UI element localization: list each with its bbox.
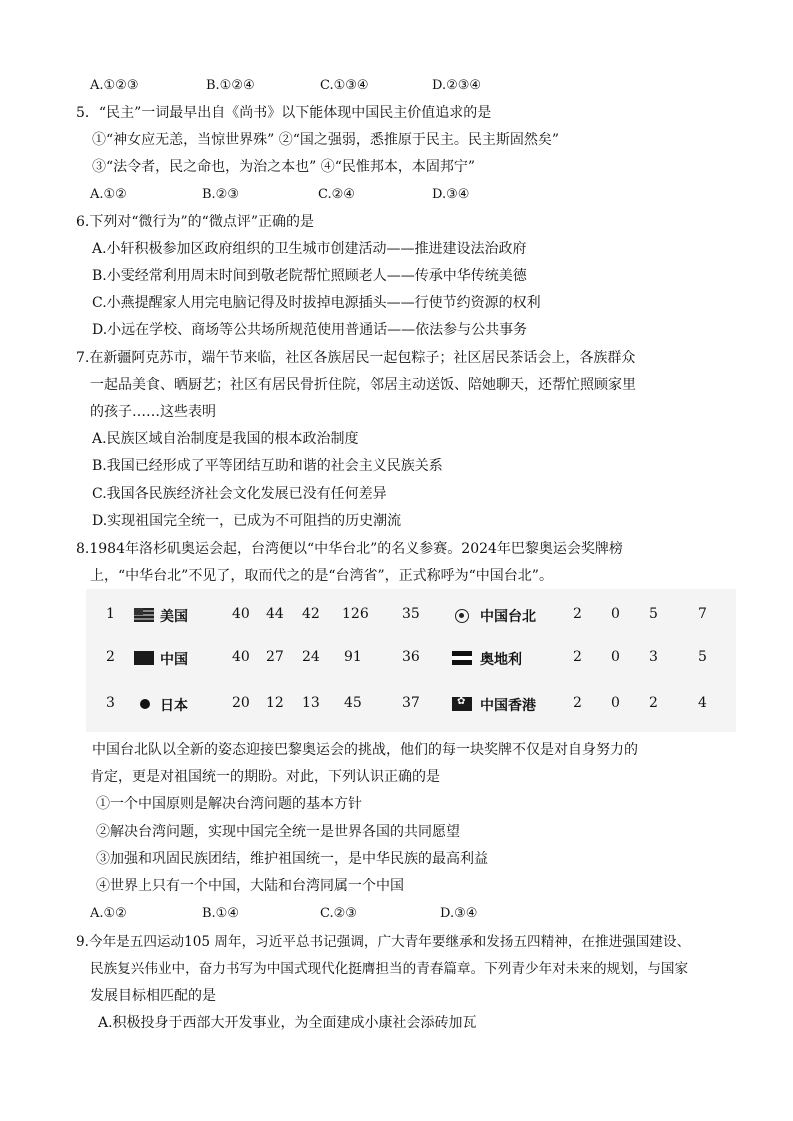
medal-rank: 37 (402, 695, 420, 711)
aut-flag-icon (452, 651, 472, 665)
medal-gold: 2 (573, 606, 582, 622)
medal-gold: 40 (232, 606, 250, 622)
medal-silver: 0 (611, 649, 620, 665)
q4-option-a: A.①②③ (90, 78, 139, 93)
medal-country: 中国台北 (480, 609, 536, 625)
medal-country: 中国香港 (480, 698, 536, 714)
q8-item-1: ①一个中国原则是解决台湾问题的基本方针 (96, 796, 362, 812)
hkg-flag-icon (452, 697, 472, 711)
medal-bronze: 5 (649, 606, 658, 622)
medal-total: 126 (342, 606, 369, 622)
medal-country: 美国 (160, 609, 188, 625)
q5-stem: 5．“民主”一词最早出自《尚书》以下能体现中国民主价值追求的是 (76, 105, 492, 121)
medal-country: 日本 (160, 698, 188, 714)
q7-option-d: D.实现祖国完全统一，已成为不可阻挡的历史潮流 (92, 513, 402, 529)
q7-option-b: B.我国已经形成了平等团结互助和谐的社会主义民族关系 (92, 458, 443, 474)
medal-bronze: 24 (302, 649, 320, 665)
q6-option-c: C.小燕提醒家人用完电脑记得及时拔掉电源插头——行使节约资源的权利 (92, 295, 541, 311)
medal-gold: 20 (232, 695, 250, 711)
medal-country: 中国 (160, 652, 188, 668)
q6-stem: 6.下列对“微行为”的“微点评”正确的是 (76, 214, 314, 230)
q6-option-a: A.小轩积极参加区政府组织的卫生城市创建活动——推进建设法治政府 (92, 241, 527, 257)
q9-stem-line1: 9.今年是五四运动105 周年，习近平总书记强调，广大青年要继承和发扬五四精神，在推进强国建设、 (76, 934, 691, 950)
q8-option-d: D.③④ (440, 906, 478, 921)
q4-option-b: B.①②④ (206, 78, 255, 93)
jpn-flag-icon (140, 699, 150, 709)
q8-item-3: ③加强和巩固民族团结，维护祖国统一，是中华民族的最高利益 (96, 851, 488, 867)
medal-silver: 44 (266, 606, 284, 622)
q5-option-a: A.①② (90, 187, 127, 202)
q5-items-line2: ③“法令者，民之命也，为治之本也” ④“民惟邦本，本固邦宁” (92, 159, 476, 175)
q5-option-b: B.②③ (202, 187, 239, 202)
q8-option-a: A.①② (90, 906, 127, 921)
medal-gold: 2 (573, 695, 582, 711)
medal-bronze: 13 (302, 695, 320, 711)
q8-item-2: ②解决台湾问题，实现中国完全统一是世界各国的共同愿望 (96, 824, 460, 840)
q9-stem-line2: 民族复兴伟业中，奋力书写为中国式现代化挺膺担当的青春篇章。下列青少年对未来的规划，与国家 (90, 961, 689, 977)
q7-stem-line2: 一起品美食、晒厨艺；社区有居民骨折住院，邻居主动送饭、陪她聊天，还帮忙照顾家里 (90, 377, 636, 393)
medal-silver: 0 (611, 606, 620, 622)
q8-option-c: C.②③ (320, 906, 357, 921)
medal-total: 45 (344, 695, 362, 711)
medal-total: 91 (344, 649, 362, 665)
medal-rank: 1 (106, 606, 115, 622)
usa-flag-icon (134, 608, 154, 622)
q9-stem-line3: 发展目标相匹配的是 (90, 988, 216, 1004)
q5-items-line1: ①“神女应无恙，当惊世界殊” ②“国之强弱，悉推原于民主。民主斯固然矣” (92, 132, 560, 148)
chn-flag-icon (134, 651, 154, 665)
q8-item-4: ④世界上只有一个中国，大陆和台湾同属一个中国 (96, 878, 404, 894)
q6-option-b: B.小雯经常利用周末时间到敬老院帮忙照顾老人——传承中华传统美德 (92, 268, 527, 284)
medal-rank: 36 (402, 649, 420, 665)
medal-row (86, 604, 736, 628)
medal-silver: 27 (266, 649, 284, 665)
medal-bronze: 2 (649, 695, 658, 711)
q7-stem-line1: 7.在新疆阿克苏市，端午节来临，社区各族居民一起包粽子；社区居民茶话会上，各族群众 (76, 350, 636, 366)
q6-option-d: D.小远在学校、商场等公共场所规范使用普通话——依法参与公共事务 (92, 322, 528, 338)
q4-option-c: C.①③④ (320, 78, 369, 93)
q8-stem-line2: 上，“中华台北”不见了，取而代之的是“台湾省”，正式称呼为“中国台北”。 (90, 568, 553, 584)
medal-rank: 3 (106, 695, 115, 711)
q8-stem-line1: 8.1984年洛杉矶奥运会起，台湾便以“中华台北”的名义参赛。2024年巴黎奥运会奖牌榜 (76, 541, 623, 557)
q5-option-d: D.③④ (432, 187, 470, 202)
medal-total: 7 (698, 606, 707, 622)
q9-option-a: A.积极投身于西部大开发事业，为全面建成小康社会添砖加瓦 (98, 1015, 477, 1031)
medal-row (86, 647, 736, 671)
medal-table-image (86, 589, 736, 732)
q7-option-a: A.民族区域自治制度是我国的根本政治制度 (92, 431, 359, 447)
medal-bronze: 42 (302, 606, 320, 622)
medal-bronze: 3 (649, 649, 658, 665)
medal-silver: 12 (266, 695, 284, 711)
medal-silver: 0 (611, 695, 620, 711)
q4-option-d: D.②③④ (432, 78, 482, 93)
medal-total: 4 (698, 695, 707, 711)
medal-gold: 2 (573, 649, 582, 665)
medal-rank: 2 (106, 649, 115, 665)
medal-gold: 40 (232, 649, 250, 665)
q5-option-c: C.②④ (318, 187, 355, 202)
medal-total: 5 (698, 649, 707, 665)
q8-text-line1: 中国台北队以全新的姿态迎接巴黎奥运会的挑战，他们的每一块奖牌不仅是对自身努力的 (92, 742, 638, 758)
medal-row (86, 693, 736, 717)
q7-stem-line3: 的孩子……这些表明 (90, 404, 216, 420)
tpe-flag-icon (455, 609, 469, 623)
q8-text-line2: 肯定，更是对祖国统一的期盼。对此，下列认识正确的是 (90, 769, 440, 785)
q8-option-b: B.①④ (202, 906, 239, 921)
medal-rank: 35 (402, 606, 420, 622)
q7-option-c: C.我国各民族经济社会文化发展已没有任何差异 (92, 486, 387, 502)
medal-country: 奥地利 (480, 652, 522, 668)
